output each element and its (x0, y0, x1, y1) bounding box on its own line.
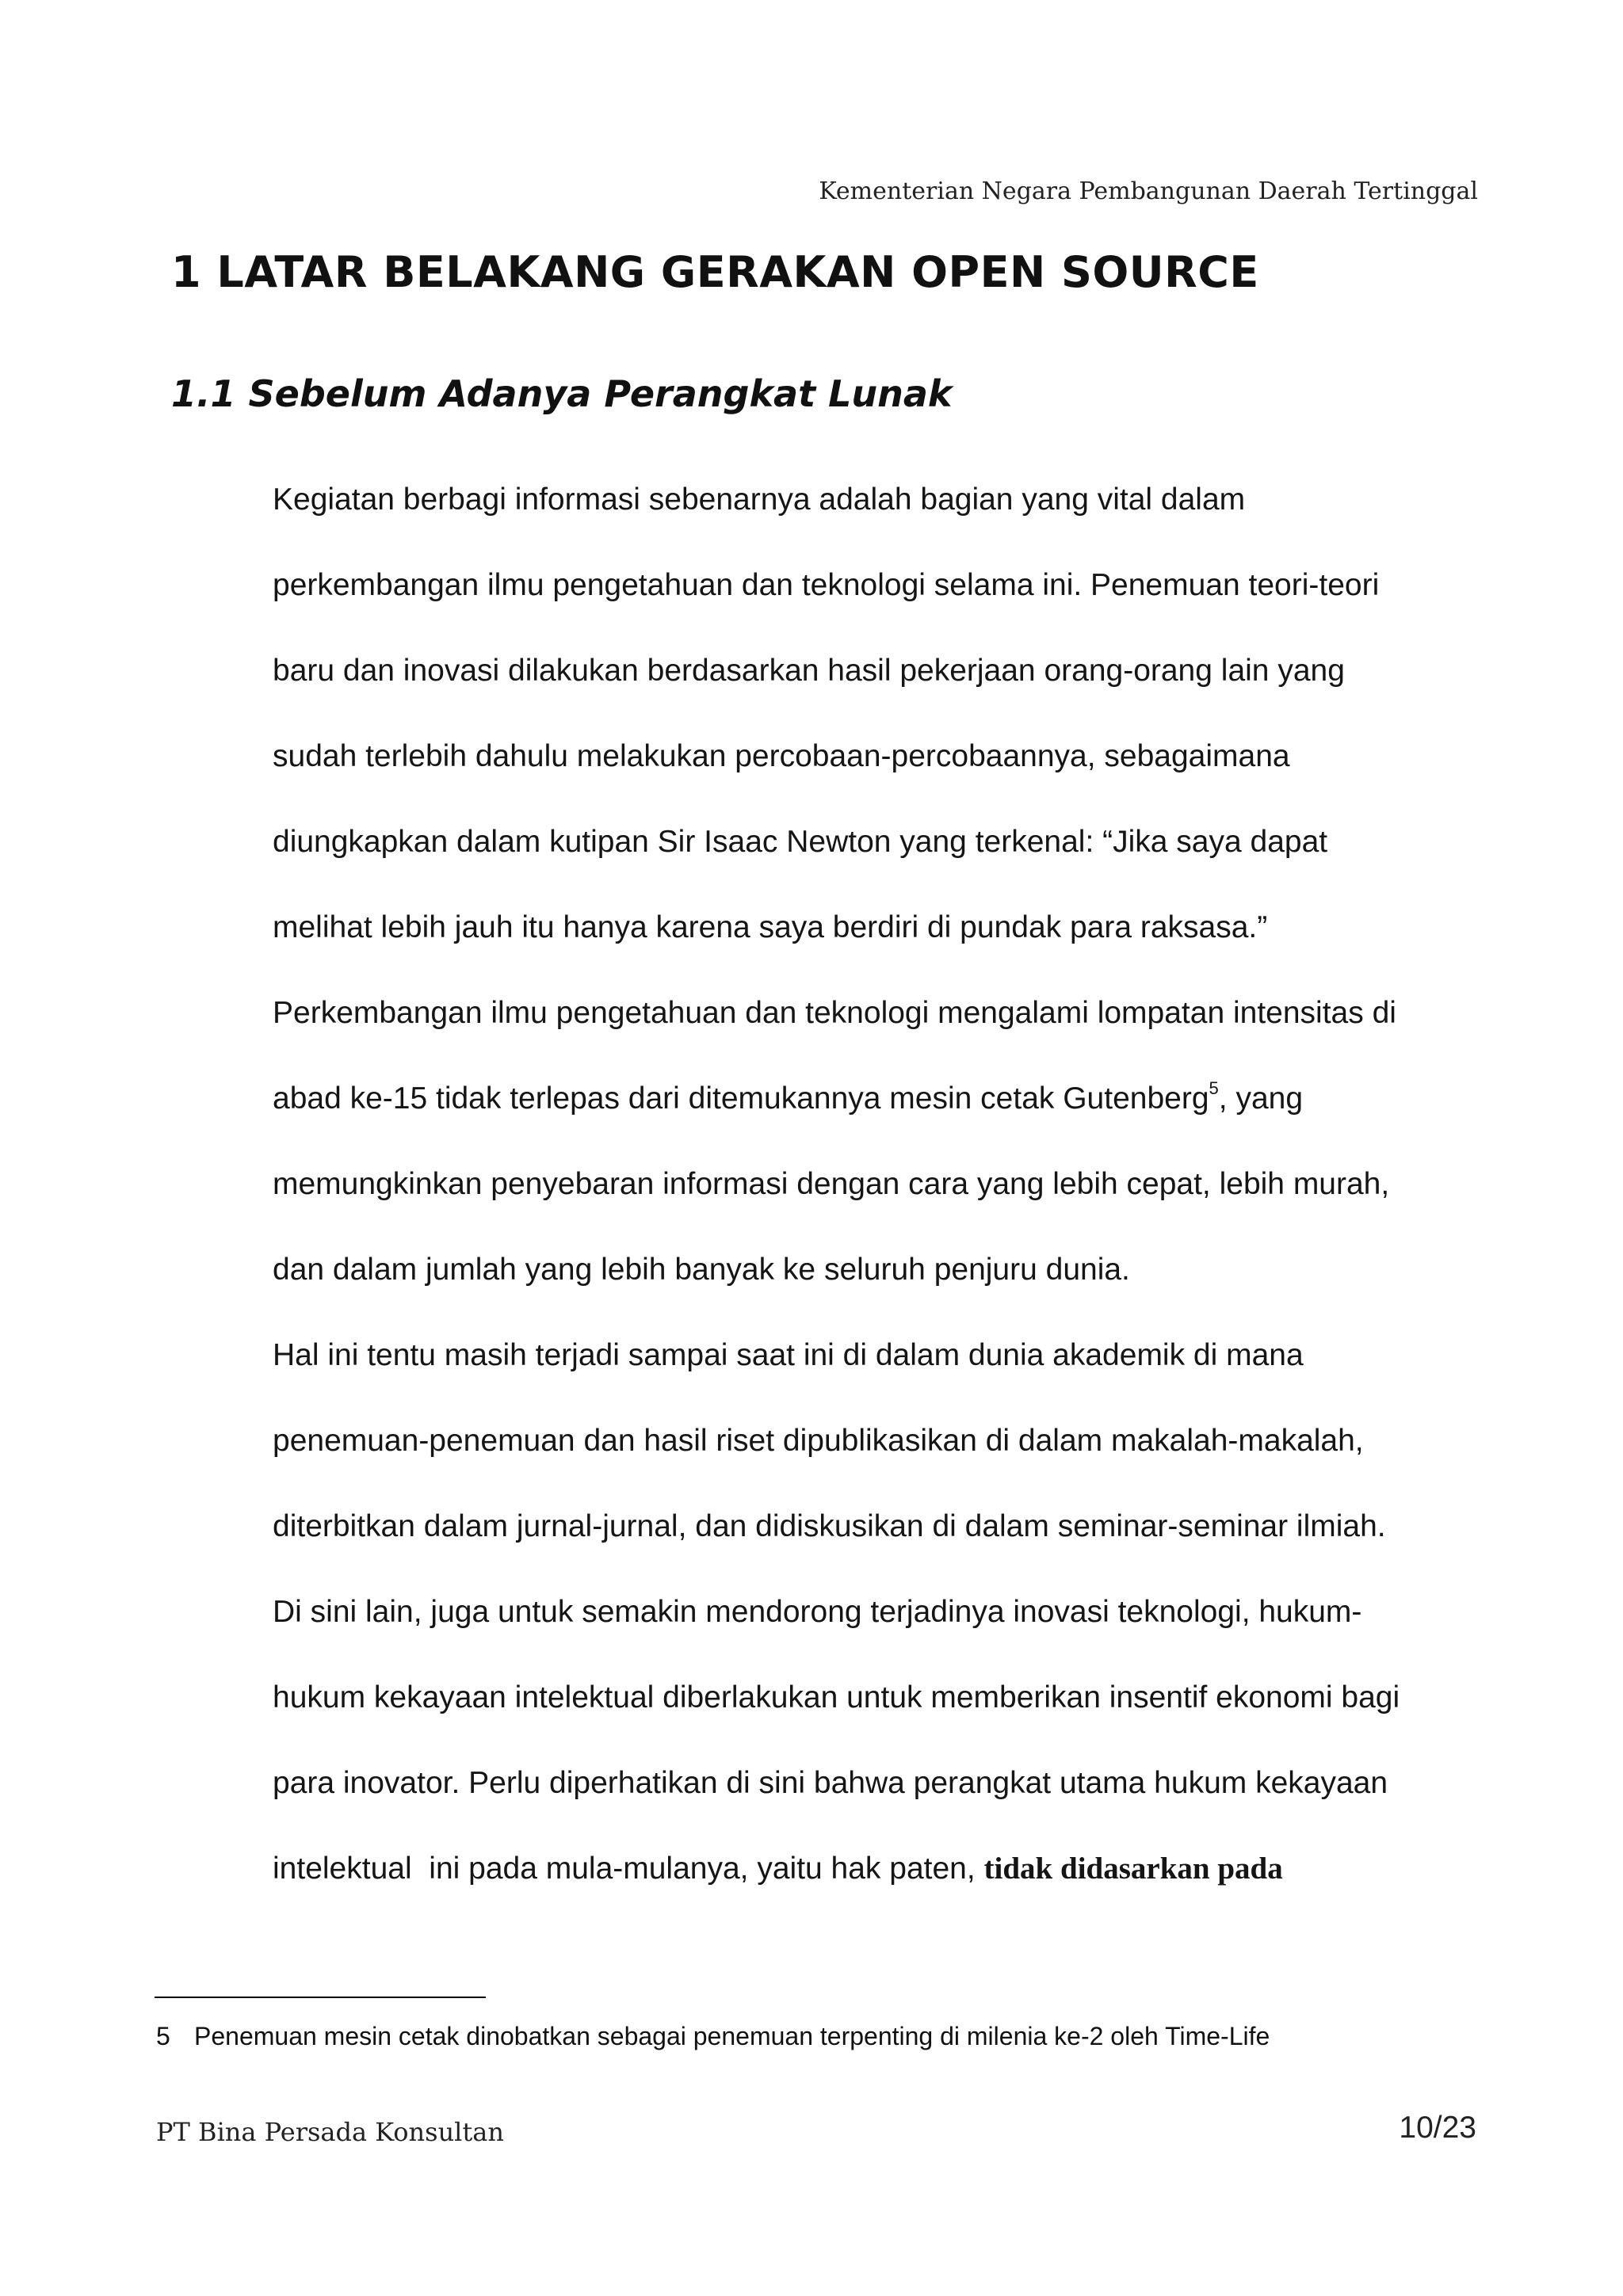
running-header: Kementerian Negara Pembangunan Daerah Tertinggal (819, 177, 1478, 205)
text-line: baru dan inovasi dilakukan berdasarkan hasil pekerjaan orang-orang lain yang (273, 654, 1345, 688)
text-line: memungkinkan penyebaran informasi dengan cara yang lebih cepat, lebih murah, (273, 1167, 1390, 1201)
footnote (156, 2022, 1270, 2051)
chapter-title: 1 LATAR BELAKANG GERAKAN OPEN SOURCE (171, 247, 1259, 297)
footer-company: PT Bina Persada Konsultan (156, 2117, 504, 2147)
text-line-mixed (273, 1841, 1493, 1911)
footnote-text: Penemuan mesin cetak dinobatkan sebagai penemuan terpenting di milenia ke-2 oleh Time-Life (194, 2022, 1270, 2050)
text-line: Kegiatan berbagi informasi sebenarnya adalah bagian yang vital dalam (273, 482, 1246, 517)
footnote-number: 5 (156, 2022, 170, 2050)
text-line: para inovator. Perlu diperhatikan di sini bahwa perangkat utama hukum kekayaan (273, 1766, 1388, 1800)
paragraph-1 (273, 472, 1493, 970)
text-line: dan dalam jumlah yang lebih banyak ke seluruh penjuru dunia. (273, 1253, 1130, 1287)
text-line: perkembangan ilmu pengetahuan dan teknologi selama ini. Penemuan teori-teori (273, 568, 1380, 602)
section-title: 1.1 Sebelum Adanya Perangkat Lunak (171, 372, 953, 415)
footnote-separator (155, 1997, 486, 1998)
bold-text-segment: tidak didasarkan pada (983, 1852, 1283, 1886)
text-line: diungkapkan dalam kutipan Sir Isaac Newton yang terkenal: “Jika saya dapat (273, 825, 1328, 859)
text-segment: intelektual ini pada mula-mulanya, yaitu hak paten, (273, 1852, 984, 1886)
text-line: penemuan-penemuan dan hasil riset dipublikasikan di dalam makalah-makalah, (273, 1424, 1364, 1458)
text-line: sudah terlebih dahulu melakukan percobaan-percobaannya, sebagaimana (273, 739, 1290, 773)
text-line: Di sini lain, juga untuk semakin mendorong terjadinya inovasi teknologi, hukum- (273, 1595, 1362, 1629)
page-number: 10/23 (1399, 2111, 1476, 2145)
text-segment: abad ke-15 tidak terlepas dari ditemukannya mesin cetak Gutenberg (273, 1081, 1209, 1116)
text-line: diterbitkan dalam jurnal-jurnal, dan didiskusikan di dalam seminar-seminar ilmiah. (273, 1509, 1386, 1543)
text-line: melihat lebih jauh itu hanya karena saya berdiri di pundak para raksasa.” (273, 910, 1268, 944)
paragraph-3 (273, 1328, 1493, 1569)
text-line: hukum kekayaan intelektual diberlakukan untuk memberikan insentif ekonomi bagi (273, 1680, 1400, 1714)
footnote-reference[interactable]: 5 (1209, 1078, 1219, 1098)
text-line-with-footnote (273, 1071, 1493, 1157)
paragraph-2 (273, 986, 1493, 1312)
text-line: Hal ini tentu masih terjadi sampai saat ini di dalam dunia akademik di mana (273, 1338, 1304, 1372)
body-text (273, 472, 1493, 1927)
text-line: Perkembangan ilmu pengetahuan dan teknologi mengalami lompatan intensitas di (273, 996, 1396, 1030)
paragraph-4 (273, 1585, 1493, 1911)
text-segment: , yang (1218, 1081, 1304, 1116)
